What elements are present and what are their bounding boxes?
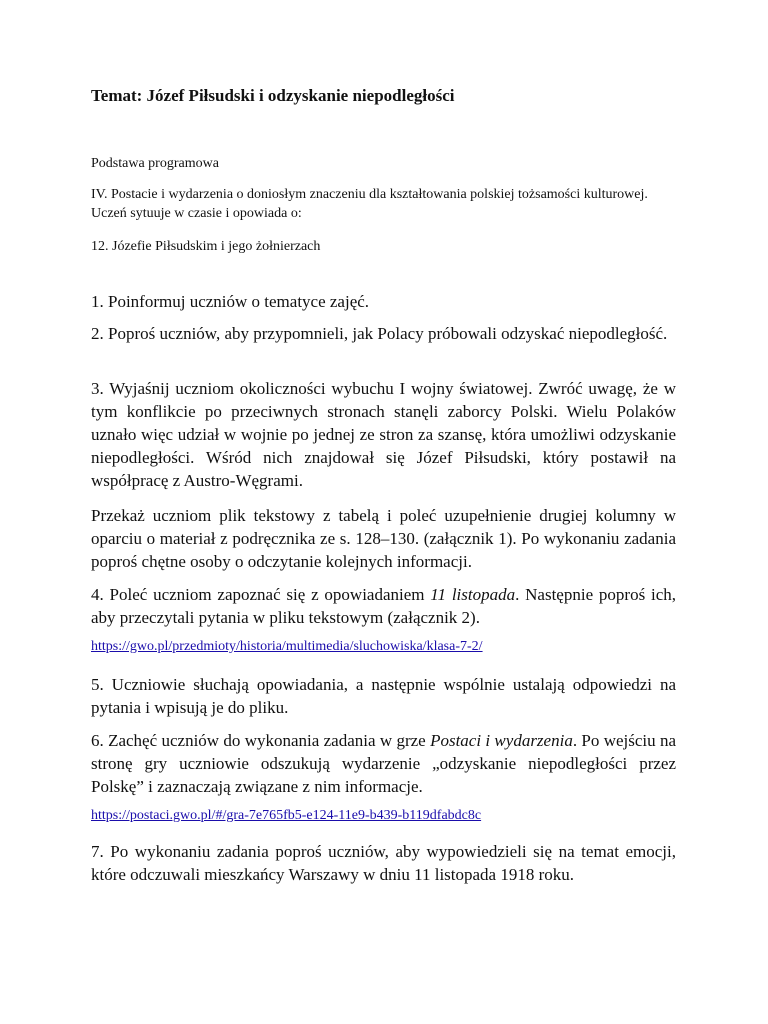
- program-label: Podstawa programowa: [91, 156, 219, 171]
- program-item: 12. Józefie Piłsudskim i jego żołnierzach: [91, 239, 321, 254]
- step-7: 7. Po wykonaniu zadania poproś uczniów, aby wypowiedzieli się na temat emocji, które odczuwali mieszkańcy Warszawy w dniu 11 listopada 1918 roku.: [91, 842, 676, 884]
- story-title: 11 listopada: [430, 585, 516, 604]
- step-2: 2. Poproś uczniów, aby przypomnieli, jak Polacy próbowali odzyskać niepodległość.: [91, 324, 668, 343]
- step-4-text-end: . Następnie poproś ich, aby przeczytali pytania w pliku tekstowym (załącznik 2).: [91, 585, 676, 627]
- game-title: Postaci i wydarzenia: [430, 731, 573, 750]
- audio-story-link[interactable]: https://gwo.pl/przedmioty/historia/multimedia/sluchowiska/klasa-7-2/: [91, 639, 483, 654]
- step-1: 1. Poinformuj uczniów o tematyce zajęć.: [91, 292, 370, 311]
- step-6: [91, 729, 676, 798]
- program-description: IV. Postacie i wydarzenia o doniosłym znaczeniu dla kształtowania polskiej tożsamości kulturowej. Uczeń sytuuje w czasie i opowiada o:: [91, 187, 648, 221]
- step-3: 3. Wyjaśnij uczniom okoliczności wybuchu I wojny światowej. Zwróć uwagę, że w tym konflikcie po przeciwnych stronach stanęli zaborcy Polski. Wielu Polaków uznało więc udział w wojnie po jednej ze stron za szansę, która umożliwi odzyskanie niepodległości. Wśród nich znajdował się Józef Piłsudski, który postawił na współpracę z Austro-Węgrami.: [91, 379, 676, 490]
- step-6-text-start: 6. Zachęć uczniów do wykonania zadania w grze: [91, 731, 431, 750]
- game-link[interactable]: https://postaci.gwo.pl/#/gra-7e765fb5-e124-11e9-b439-b119dfabdc8c: [91, 808, 482, 823]
- step-5: 5. Uczniowie słuchają opowiadania, a następnie wspólnie ustalają odpowiedzi na pytania i wpisują je do pliku.: [91, 675, 676, 717]
- lesson-title: Temat: Józef Piłsudski i odzyskanie niepodległości: [91, 86, 455, 105]
- step-3-continuation: Przekaż uczniom plik tekstowy z tabelą i poleć uzupełnienie drugiej kolumny w oparciu o materiał z podręcznika ze s. 128–130. (załącznik 1). Po wykonaniu zadania poproś chętne osoby o odczytanie kolejnych informacji.: [91, 506, 676, 571]
- step-6-text-end: . Po wejściu na stronę gry uczniowie odszukują wydarzenie „odzyskanie niepodległości przez Polskę” i zaznaczają związane z nim informacje.: [91, 731, 676, 796]
- step-4-text-start: 4. Poleć uczniom zapoznać się z opowiadaniem: [91, 585, 431, 604]
- step-4: [91, 583, 676, 629]
